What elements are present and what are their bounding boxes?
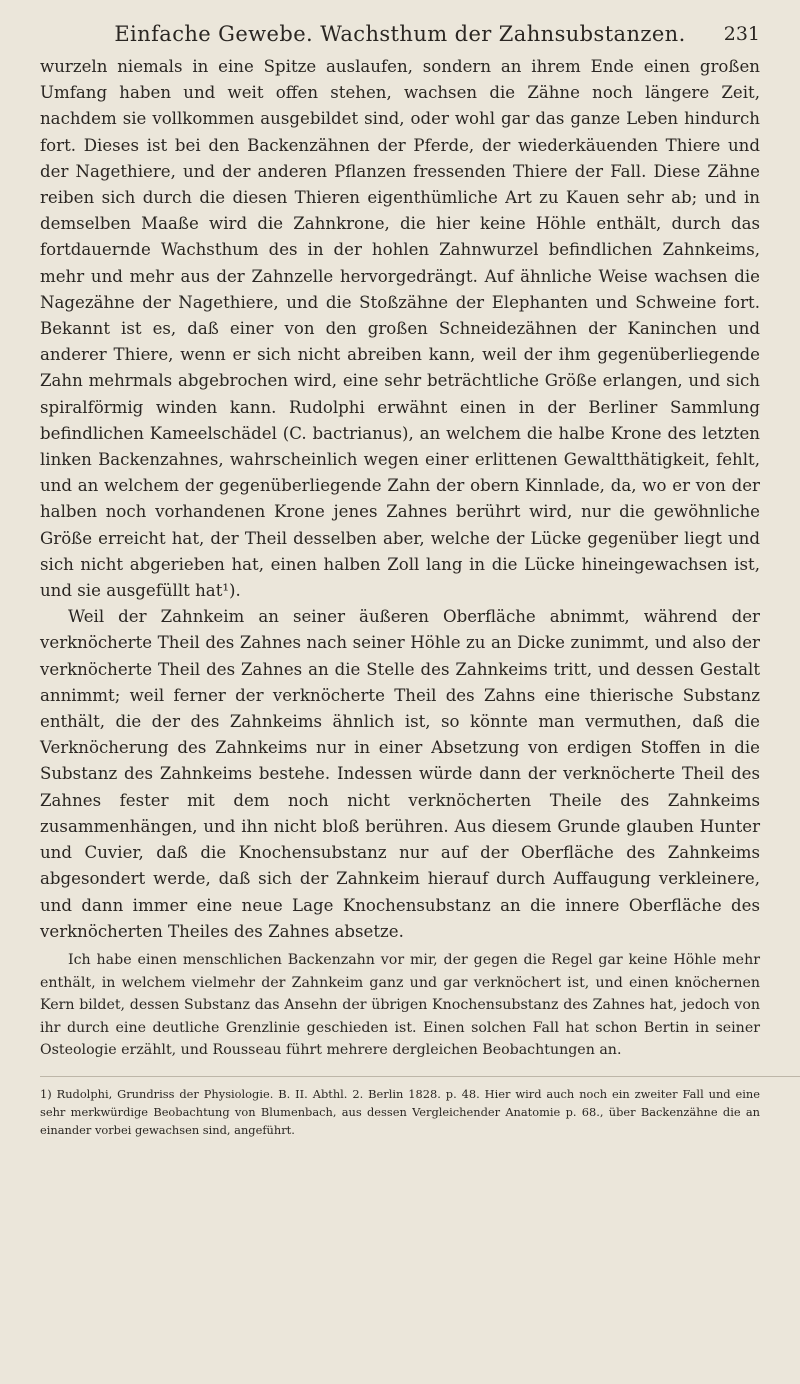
page-header: [40, 14, 760, 54]
page-number: 231: [723, 23, 760, 45]
paragraph-zahnkeim: Weil der Zahnkeim an seiner äußeren Oberfläche abnimmt, während der verknöcherte Theil des Zahnes nach seiner Höhle zu an Dicke zunimmt, und also der verknöcherte Theil des Zahnes an die Stelle des Zahnkeims tritt, und dessen Gestalt annimmt; weil ferner der verknöcherte Theil des Zahns eine thierische Substanz enthält, die der des Zahnkeims ähnlich ist, so könnte man vermuthen, daß die Verknöcherung des Zahnkeims nur in einer Absetzung von erdigen Stoffen in die Substanz des Zahnkeims bestehe. Indessen würde dann der verknöcherte Theil des Zahnes fester mit dem noch nicht verknöcherten Theile des Zahnkeims zusammenhängen, und ihn nicht bloß berühren. Aus diesem Grunde glauben Hunter und Cuvier, daß die Knochensubstanz nur auf der Oberfläche des Zahnkeims abgesondert werde, daß sich der Zahnkeim hierauf durch Auffaugung verkleinere, und dann immer eine neue Lage Knochensubstanz an die innere Oberfläche des verknöcherten Theiles des Zahnes absetze.: [40, 607, 760, 941]
footnote-rule: [40, 1076, 800, 1077]
paragraph-backenzahn: Ich habe einen menschlichen Backenzahn vor mir, der gegen die Regel gar keine Höhle mehr enthält, in welchem vielmehr der Zahnkeim ganz und gar verknöchert ist, und einen knöchernen Kern bildet, dessen Substanz das Ansehn der übrigen Knochensubstanz des Zahnes hat, jedoch von ihr durch eine deutliche Grenzlinie geschieden ist. Einen solchen Fall hat schon Bertin in seiner Osteologie erzählt, und Rousseau führt mehrere dergleichen Beobachtungen an.: [40, 951, 760, 1059]
running-title: Einfache Gewebe. Wachsthum der Zahnsubstanzen.: [114, 22, 686, 46]
paragraph-continued: wurzeln niemals in eine Spitze auslaufen, sondern an ihrem Ende einen großen Umfang haben und weit offen stehen, wachsen die Zähne noch längere Zeit, nachdem sie vollkommen ausgebildet sind, oder wohl gar das ganze Leben hindurch fort. Dieses ist bei den Backenzähnen der Pferde, der wiederkäuenden Thiere und der Nagethiere, und der anderen Pflanzen fressenden Thiere der Fall. Diese Zähne reiben sich durch die diesen Thieren eigenthümliche Art zu Kauen sehr ab; und in demselben Maaße wird die Zahnkrone, die hier keine Höhle enthält, durch das fortdauernde Wachsthum des in der hohlen Zahnwurzel befindlichen Zahnkeims, mehr und mehr aus der Zahnzelle hervorgedrängt. Auf ähnliche Weise wachsen die Nagezähne der Nagethiere, und die Stoßzähne der Elephanten und Schweine fort. Bekannt ist es, daß einer von den großen Schneidezähnen der Kaninchen und anderer Thiere, wenn er sich nicht abreiben kann, weil der ihm gegenüberliegende Zahn mehrmals abgebrochen wird, eine sehr beträchtliche Größe erlangen, und sich spiralförmig winden kann. Rudolphi erwähnt einen in der Berliner Sammlung befindlichen Kameelschädel (C. bactrianus), an welchem die halbe Krone des letzten linken Backenzahnes, wahrscheinlich wegen einer erlittenen Gewaltthätigkeit, fehlt, und an welchem der gegenüberliegende Zahn der obern Kinnlade, da, wo er von der halben noch vorhandenen Krone jenes Zahnes berührt wird, nur die gewöhnliche Größe erreicht hat, der Theil desselben aber, welche der Lücke gegenüber liegt und sich nicht abgerieben hat, einen halben Zoll lang in die Lücke hineingewachsen ist, und sie ausgefüllt hat¹).: [40, 57, 760, 601]
footnote: 1) Rudolphi, Grundriss der Physiologie. B. II. Abthl. 2. Berlin 1828. p. 48. Hier wird auch noch ein zweiter Fall und eine sehr merkwürdige Beobachtung von Blumenbach, aus dessen Vergleichender Anatomie p. 68., über Backenzähne die an einander vorbei gewachsen sind, angeführt.: [40, 1086, 760, 1137]
body-text: [40, 54, 760, 1062]
